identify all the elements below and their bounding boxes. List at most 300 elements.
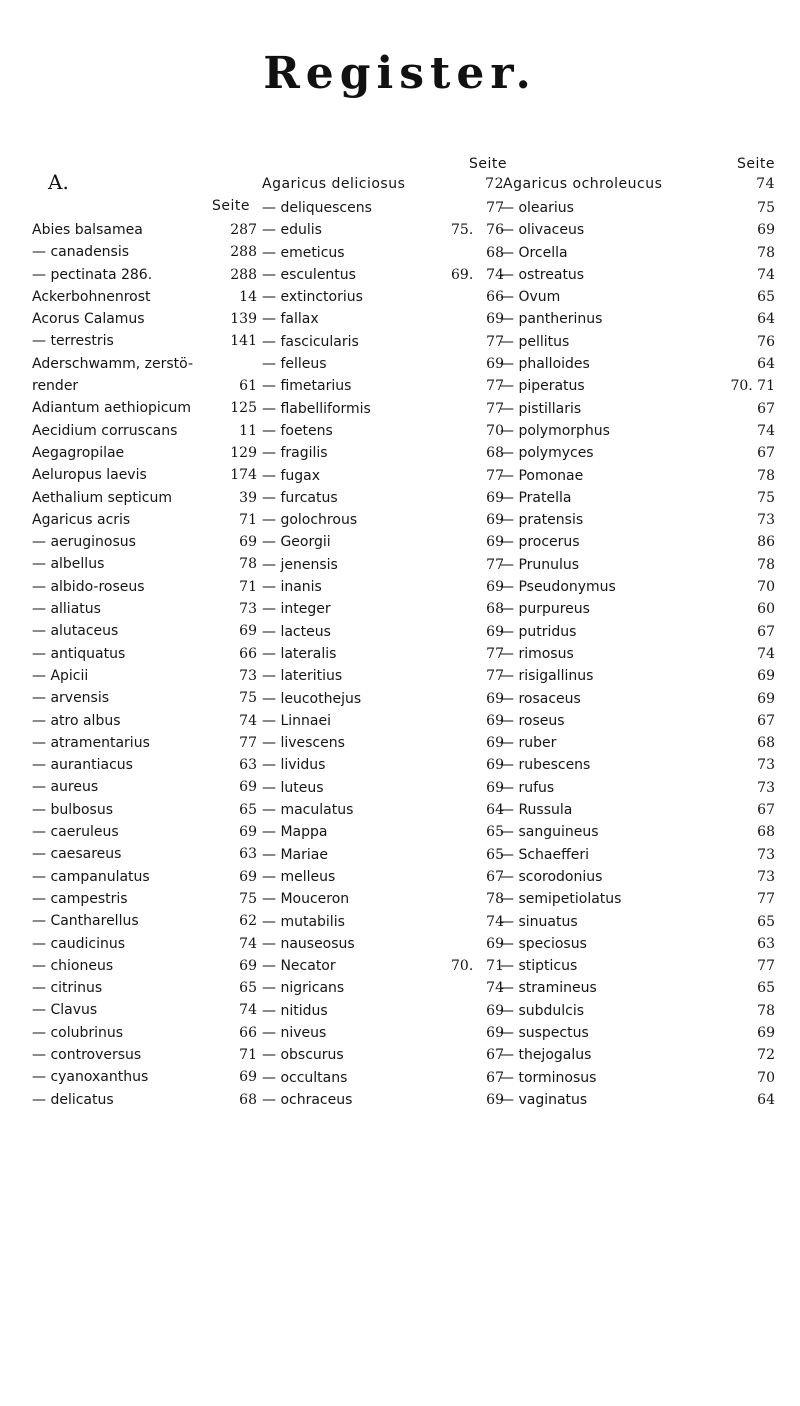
index-entry bbox=[262, 1067, 504, 1089]
index-entry bbox=[262, 598, 504, 620]
index-entry bbox=[262, 933, 504, 955]
entry-page: 64 bbox=[486, 802, 504, 819]
entry-name: — nitidus bbox=[262, 1002, 328, 1019]
entry-page: 67 bbox=[757, 445, 775, 462]
entry-name: — Orcella bbox=[500, 244, 568, 261]
entry-name: — inanis bbox=[262, 579, 322, 596]
index-entry bbox=[32, 1044, 257, 1066]
entry-name: — luteus bbox=[262, 779, 324, 796]
entry-page: 63 bbox=[239, 757, 257, 774]
entry-page: 69 bbox=[757, 1024, 775, 1041]
index-entry bbox=[500, 420, 775, 442]
entry-page: 69 bbox=[486, 623, 504, 640]
index-entry bbox=[262, 264, 504, 286]
index-entry bbox=[500, 643, 775, 665]
index-entry bbox=[500, 977, 775, 999]
entry-name: — aurantiacus bbox=[32, 757, 133, 774]
index-entry bbox=[262, 1022, 504, 1044]
entry-name: — citrinus bbox=[32, 980, 103, 997]
entry-name: — leucothejus bbox=[262, 690, 362, 707]
entry-page: 174 bbox=[230, 467, 257, 484]
entry-name: — alutaceus bbox=[32, 623, 119, 640]
entry-name: — ochraceus bbox=[262, 1091, 353, 1108]
entry-page: 74 bbox=[757, 266, 775, 283]
index-entry bbox=[262, 331, 504, 353]
index-entry bbox=[500, 844, 775, 866]
index-entry bbox=[32, 710, 257, 732]
entry-page: 76 bbox=[757, 333, 775, 350]
entry-page: 69 bbox=[239, 957, 257, 974]
entry-name: — delicatus bbox=[32, 1091, 114, 1108]
index-entry bbox=[262, 643, 504, 665]
entry-page: 68 bbox=[486, 601, 504, 618]
entry-name: — chioneus bbox=[32, 957, 114, 974]
entry-name: — lacteus bbox=[262, 623, 331, 640]
index-entry bbox=[262, 308, 504, 330]
entry-page: 69 bbox=[239, 779, 257, 796]
index-entry bbox=[500, 688, 775, 710]
index-column-2 bbox=[262, 197, 504, 1111]
section-letter: A. bbox=[48, 170, 69, 194]
entry-name: — campanulatus bbox=[32, 868, 150, 885]
index-entry bbox=[262, 821, 504, 843]
index-entry bbox=[500, 442, 775, 464]
entry-name: — vaginatus bbox=[500, 1091, 588, 1108]
entry-name: — fallax bbox=[262, 311, 319, 328]
index-entry bbox=[32, 1066, 257, 1088]
entry-name: — olearius bbox=[500, 200, 574, 216]
index-entry bbox=[500, 264, 775, 286]
entry-name: — golochrous bbox=[262, 512, 358, 529]
index-entry bbox=[262, 465, 504, 487]
index-entry bbox=[32, 866, 257, 888]
index-entry bbox=[262, 799, 504, 821]
entry-name: — Necator bbox=[262, 958, 336, 975]
entry-name: — semipetiolatus bbox=[500, 891, 622, 908]
entry-name: Aegagropilae bbox=[32, 444, 125, 461]
entry-name: — lateralis bbox=[262, 645, 337, 662]
index-entry bbox=[32, 330, 257, 352]
entry-page: 67 bbox=[757, 623, 775, 640]
index-entry bbox=[262, 398, 504, 420]
entry-page: 69 bbox=[239, 868, 257, 885]
index-entry bbox=[500, 710, 775, 732]
index-entry bbox=[500, 1044, 775, 1066]
entry-name: — niveus bbox=[262, 1024, 327, 1041]
index-entry bbox=[262, 621, 504, 643]
index-entry bbox=[32, 487, 257, 509]
entry-name: — sinuatus bbox=[500, 913, 578, 930]
index-entry bbox=[500, 1089, 775, 1111]
index-entry bbox=[32, 977, 257, 999]
index-entry bbox=[32, 799, 257, 821]
entry-page: 73 bbox=[757, 757, 775, 774]
index-entry bbox=[32, 1089, 257, 1111]
index-entry bbox=[262, 866, 504, 888]
index-entry bbox=[32, 620, 257, 642]
entry-page: 63 bbox=[239, 846, 257, 863]
entry-name: Acorus Calamus bbox=[32, 311, 145, 328]
entry-page: 69 bbox=[757, 222, 775, 239]
entry-page: 14 bbox=[239, 288, 257, 305]
index-entry bbox=[32, 553, 257, 575]
entry-name: — phalloides bbox=[500, 356, 590, 373]
entry-page: 69 bbox=[757, 690, 775, 707]
entry-name: — aeruginosus bbox=[32, 534, 136, 551]
index-entry bbox=[32, 598, 257, 620]
index-entry bbox=[500, 621, 775, 643]
entry-name: — lividus bbox=[262, 757, 326, 774]
entry-page: 68 bbox=[757, 824, 775, 841]
entry-page: 77 bbox=[757, 891, 775, 908]
entry-name: — flabelliformis bbox=[262, 400, 371, 417]
entry-name: Adiantum aethiopicum bbox=[32, 400, 192, 417]
entry-page: 288 bbox=[230, 244, 257, 261]
entry-name: Aeluropus laevis bbox=[32, 467, 147, 484]
entry-name: Abies balsamea bbox=[32, 222, 143, 238]
index-entry bbox=[500, 308, 775, 330]
entry-name: — furcatus bbox=[262, 489, 338, 506]
index-entry bbox=[262, 977, 504, 999]
entry-page: 77 bbox=[486, 645, 504, 662]
index-entry bbox=[262, 353, 504, 375]
index-entry bbox=[500, 353, 775, 375]
entry-extra-page: 69. bbox=[451, 266, 474, 283]
index-entry bbox=[32, 910, 257, 932]
index-entry bbox=[500, 777, 775, 799]
index-entry bbox=[262, 955, 504, 977]
entry-page: 78 bbox=[757, 1002, 775, 1019]
index-entry bbox=[262, 554, 504, 576]
entry-name: — Mariae bbox=[262, 846, 328, 863]
entry-page: 86 bbox=[757, 534, 775, 551]
index-entry bbox=[500, 219, 775, 241]
entry-page: 78 bbox=[486, 891, 504, 908]
entry-name: Agaricus acris bbox=[32, 511, 131, 528]
entry-name: — maculatus bbox=[262, 802, 354, 819]
entry-page: 78 bbox=[239, 556, 257, 573]
entry-name: Aecidium corruscans bbox=[32, 422, 178, 439]
index-entry bbox=[500, 821, 775, 843]
entry-page: 63 bbox=[757, 935, 775, 952]
entry-page: 73 bbox=[757, 512, 775, 529]
entry-page: 66 bbox=[486, 289, 504, 306]
index-entry bbox=[500, 576, 775, 598]
index-entry bbox=[500, 286, 775, 308]
col3-header-page: 74 bbox=[756, 176, 775, 192]
entry-page: 68 bbox=[486, 445, 504, 462]
index-entry bbox=[500, 665, 775, 687]
entry-page: 70. 71 bbox=[730, 378, 775, 395]
index-entry bbox=[500, 732, 775, 754]
entry-page: 39 bbox=[239, 489, 257, 506]
entry-page: 67 bbox=[486, 868, 504, 885]
entry-name: — procerus bbox=[500, 534, 580, 551]
entry-page: 77 bbox=[486, 200, 504, 216]
entry-page: 75 bbox=[757, 489, 775, 506]
entry-name: — esculentus bbox=[262, 266, 356, 283]
index-entry bbox=[32, 464, 257, 486]
col2-header-label: Agaricus deliciosus bbox=[262, 176, 406, 192]
index-entry bbox=[32, 509, 257, 531]
index-entry bbox=[32, 420, 257, 442]
entry-name: — Ovum bbox=[500, 289, 561, 306]
entry-name: — felleus bbox=[262, 356, 327, 373]
entry-name: — integer bbox=[262, 601, 331, 618]
entry-name: — purpureus bbox=[500, 601, 590, 618]
entry-page: 69 bbox=[486, 690, 504, 707]
entry-name: — extinctorius bbox=[262, 289, 363, 306]
index-entry bbox=[500, 331, 775, 353]
entry-name: — caeruleus bbox=[32, 824, 119, 841]
entry-page: 139 bbox=[230, 311, 257, 328]
entry-page: 71 bbox=[239, 511, 257, 528]
entry-page: 76 bbox=[486, 222, 504, 239]
entry-page: 77 bbox=[757, 958, 775, 975]
entry-page: 64 bbox=[757, 356, 775, 373]
index-entry bbox=[500, 554, 775, 576]
index-entry bbox=[262, 1089, 504, 1111]
entry-name: — Schaefferi bbox=[500, 846, 590, 863]
index-entry bbox=[500, 933, 775, 955]
index-entry bbox=[32, 397, 257, 419]
entry-page: 71 bbox=[239, 1046, 257, 1063]
entry-page: 65 bbox=[239, 980, 257, 997]
entry-page: 70 bbox=[486, 422, 504, 439]
index-entry bbox=[262, 777, 504, 799]
entry-name: — subdulcis bbox=[500, 1002, 585, 1019]
entry-name: — foetens bbox=[262, 422, 333, 439]
index-column-3 bbox=[500, 197, 775, 1111]
entry-name: — scorodonius bbox=[500, 868, 603, 885]
entry-page: 69 bbox=[239, 534, 257, 551]
index-entry bbox=[32, 264, 257, 286]
index-entry bbox=[32, 643, 257, 665]
entry-page: 78 bbox=[757, 467, 775, 484]
entry-name: — fragilis bbox=[262, 445, 328, 462]
index-entry bbox=[32, 999, 257, 1021]
entry-name: — pistillaris bbox=[500, 400, 582, 417]
entry-name: — polymyces bbox=[500, 445, 594, 462]
entry-page: 73 bbox=[757, 868, 775, 885]
index-entry bbox=[32, 888, 257, 910]
entry-name: — rufus bbox=[500, 779, 555, 796]
entry-name: — antiquatus bbox=[32, 645, 126, 662]
index-entry bbox=[500, 866, 775, 888]
entry-name: — roseus bbox=[500, 712, 565, 729]
entry-page: 125 bbox=[230, 400, 257, 417]
entry-page: 61 bbox=[239, 378, 257, 395]
entry-name: — melleus bbox=[262, 868, 336, 885]
entry-name: — terrestris bbox=[32, 333, 114, 350]
entry-name: — colubrinus bbox=[32, 1024, 124, 1041]
entry-name: — putridus bbox=[500, 623, 577, 640]
index-entry bbox=[262, 487, 504, 509]
entry-extra-page: 70. bbox=[451, 958, 474, 975]
index-entry bbox=[32, 286, 257, 308]
entry-name: — occultans bbox=[262, 1069, 348, 1086]
entry-name: render bbox=[32, 378, 79, 395]
index-entry bbox=[500, 375, 775, 397]
index-entry bbox=[500, 799, 775, 821]
col2-header-seite: Seite bbox=[469, 156, 507, 172]
index-entry bbox=[262, 197, 504, 219]
index-entry bbox=[262, 688, 504, 710]
entry-name: — lateritius bbox=[262, 668, 343, 685]
entry-page: 73 bbox=[239, 601, 257, 618]
entry-name: — Clavus bbox=[32, 1002, 98, 1019]
entry-name: — caesareus bbox=[32, 846, 122, 863]
entry-page: 78 bbox=[757, 556, 775, 573]
entry-page: 69 bbox=[486, 534, 504, 551]
entry-name: — Linnaei bbox=[262, 712, 331, 729]
index-entry bbox=[32, 955, 257, 977]
entry-page: 67 bbox=[486, 1047, 504, 1064]
entry-page: 75 bbox=[757, 200, 775, 216]
index-entry bbox=[500, 888, 775, 910]
entry-page: 69 bbox=[486, 489, 504, 506]
entry-page: 287 bbox=[230, 222, 257, 238]
entry-name: — atro albus bbox=[32, 712, 121, 729]
entry-page: 69 bbox=[486, 579, 504, 596]
entry-name: — thejogalus bbox=[500, 1047, 592, 1064]
entry-name: — Georgii bbox=[262, 534, 331, 551]
entry-page: 65 bbox=[239, 801, 257, 818]
entry-page: 70 bbox=[757, 1069, 775, 1086]
index-entry bbox=[500, 242, 775, 264]
entry-page: 67 bbox=[757, 802, 775, 819]
entry-page: 129 bbox=[230, 444, 257, 461]
entry-name: — Apicii bbox=[32, 667, 89, 684]
index-entry bbox=[262, 242, 504, 264]
entry-page: 69 bbox=[486, 779, 504, 796]
entry-page: 69 bbox=[486, 1091, 504, 1108]
entry-page: 69 bbox=[239, 623, 257, 640]
entry-name: — fascicularis bbox=[262, 333, 359, 350]
entry-name: — polymorphus bbox=[500, 422, 610, 439]
index-entry bbox=[32, 442, 257, 464]
index-entry bbox=[262, 286, 504, 308]
entry-name: — livescens bbox=[262, 735, 345, 752]
entry-page: 65 bbox=[486, 824, 504, 841]
index-entry bbox=[32, 933, 257, 955]
index-entry bbox=[262, 531, 504, 553]
index-entry bbox=[500, 197, 775, 219]
entry-page: 77 bbox=[239, 734, 257, 751]
entry-page: 64 bbox=[757, 1091, 775, 1108]
entry-page: 77 bbox=[486, 378, 504, 395]
index-entry bbox=[500, 1067, 775, 1089]
col2-header-page: 72 bbox=[485, 176, 504, 192]
index-entry bbox=[500, 754, 775, 776]
index-entry bbox=[32, 241, 257, 263]
entry-name: — torminosus bbox=[500, 1069, 597, 1086]
entry-page: 141 bbox=[230, 333, 257, 350]
entry-name: — albido-roseus bbox=[32, 578, 145, 595]
entry-page: 77 bbox=[486, 556, 504, 573]
entry-name: — canadensis bbox=[32, 244, 130, 261]
entry-page: 66 bbox=[239, 1024, 257, 1041]
entry-name: — Pomonae bbox=[500, 467, 584, 484]
entry-page: 74 bbox=[486, 913, 504, 930]
index-entry bbox=[262, 710, 504, 732]
index-entry bbox=[500, 955, 775, 977]
entry-page: 77 bbox=[486, 668, 504, 685]
entry-page: 71 bbox=[486, 958, 504, 975]
entry-name: Ackerbohnenrost bbox=[32, 288, 151, 305]
index-entry bbox=[32, 219, 257, 241]
entry-page: 74 bbox=[486, 266, 504, 283]
entry-name: — obscurus bbox=[262, 1047, 344, 1064]
entry-name: — sanguineus bbox=[500, 824, 599, 841]
entry-name: — nauseosus bbox=[262, 935, 355, 952]
col1-header: Seite bbox=[212, 198, 250, 214]
entry-name: — Russula bbox=[500, 802, 573, 819]
entry-page: 77 bbox=[486, 333, 504, 350]
entry-name: — alliatus bbox=[32, 601, 101, 618]
entry-page: 75 bbox=[239, 690, 257, 707]
index-entry bbox=[32, 754, 257, 776]
entry-page: 65 bbox=[486, 846, 504, 863]
entry-page: 72 bbox=[757, 1047, 775, 1064]
entry-page: 71 bbox=[239, 578, 257, 595]
index-entry bbox=[32, 821, 257, 843]
entry-name: — rosaceus bbox=[500, 690, 581, 707]
entry-page: 74 bbox=[486, 980, 504, 997]
entry-name: — fugax bbox=[262, 467, 321, 484]
entry-page: 78 bbox=[757, 244, 775, 261]
entry-name: — albellus bbox=[32, 556, 105, 573]
index-entry bbox=[500, 509, 775, 531]
index-entry bbox=[32, 776, 257, 798]
entry-page: 73 bbox=[757, 846, 775, 863]
entry-name: — stramineus bbox=[500, 980, 597, 997]
entry-name: — Mappa bbox=[262, 824, 328, 841]
col3-header-label: Agaricus ochroleucus bbox=[503, 176, 663, 192]
entry-name: — aureus bbox=[32, 779, 99, 796]
entry-name: — Mouceron bbox=[262, 891, 350, 908]
entry-name: — bulbosus bbox=[32, 801, 114, 818]
entry-name: — Prunulus bbox=[500, 556, 580, 573]
entry-page: 68 bbox=[239, 1091, 257, 1108]
entry-name: — olivaceus bbox=[500, 222, 585, 239]
entry-page: 70 bbox=[757, 579, 775, 596]
index-entry bbox=[32, 843, 257, 865]
index-entry bbox=[32, 732, 257, 754]
entry-page: 69 bbox=[486, 712, 504, 729]
index-entry bbox=[262, 442, 504, 464]
entry-name: — nigricans bbox=[262, 980, 345, 997]
index-entry bbox=[500, 598, 775, 620]
entry-name: — rimosus bbox=[500, 645, 574, 662]
index-entry bbox=[262, 1000, 504, 1022]
entry-page: 62 bbox=[239, 913, 257, 930]
entry-page: 67 bbox=[486, 1069, 504, 1086]
entry-name: — caudicinus bbox=[32, 935, 126, 952]
entry-name: — cyanoxanthus bbox=[32, 1069, 149, 1086]
entry-page: 69 bbox=[486, 512, 504, 529]
entry-name: — fimetarius bbox=[262, 378, 352, 395]
index-entry bbox=[32, 687, 257, 709]
entry-page: 74 bbox=[757, 645, 775, 662]
index-entry bbox=[32, 375, 257, 397]
index-entry bbox=[32, 353, 257, 375]
index-entry bbox=[262, 665, 504, 687]
entry-name: — risigallinus bbox=[500, 668, 594, 685]
entry-page: 69 bbox=[486, 1002, 504, 1019]
index-entry bbox=[262, 509, 504, 531]
entry-page: 288 bbox=[230, 266, 257, 283]
